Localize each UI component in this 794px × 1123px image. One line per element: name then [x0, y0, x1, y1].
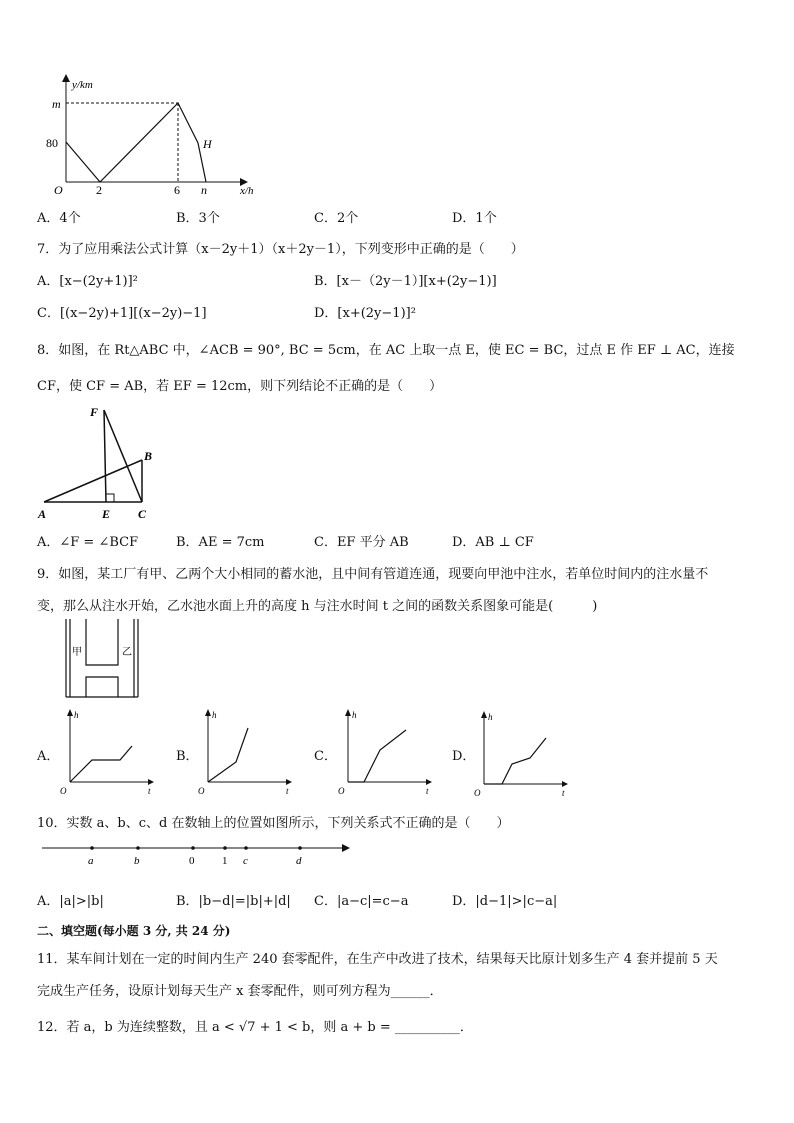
tank-left-label: 甲 — [72, 647, 82, 658]
q9-graph-a[interactable] — [58, 706, 158, 798]
q11-line2: 完成生产任务，设原计划每天生产 x 套零配件，则可列方程为______． — [37, 984, 443, 999]
q9-stem-line1: 9．如图，某工厂有甲、乙两个大小相同的蓄水池，且中间有管道连通，现要向甲池中注水，若单位时间内的注水量不 — [37, 567, 709, 582]
axis-t: t — [148, 786, 151, 796]
h-label: H — [203, 137, 212, 151]
q6-option-a[interactable]: A．4个 — [37, 211, 81, 226]
label-c: C — [138, 507, 147, 521]
q9-option-b[interactable]: B． — [176, 749, 199, 764]
q6-option-d[interactable]: D．1个 — [452, 211, 497, 226]
axis-h: h — [74, 710, 79, 720]
axis-h: h — [212, 710, 217, 720]
section-2-heading: 二、填空题(每小题 3 分, 共 24 分) — [37, 924, 231, 938]
q9-option-d[interactable]: D． — [452, 749, 476, 764]
q6-graph — [40, 70, 270, 200]
tank-right-label: 乙 — [122, 647, 132, 658]
q9-graph-b[interactable] — [196, 706, 296, 798]
q8-option-d[interactable]: D．AB ⊥ CF — [452, 535, 534, 550]
q8-option-b[interactable]: B．AE = 7cm — [176, 535, 265, 550]
label-b: B — [144, 449, 153, 463]
q10-option-a[interactable]: A．|a|>|b| — [37, 894, 104, 909]
q7-option-b[interactable]: B．[x－（2y－1）][x+(2y−1)] — [314, 274, 497, 289]
q7-option-c[interactable]: C．[(x−2y)+1][(x−2y)−1] — [37, 306, 207, 321]
axis-h: h — [352, 710, 357, 720]
q7-option-a[interactable]: A．[x−(2y+1)]² — [37, 274, 138, 289]
q8-option-a[interactable]: A．∠F = ∠BCF — [37, 535, 139, 550]
label-0: 0 — [189, 855, 195, 867]
n-label: n — [201, 183, 207, 197]
origin: O — [198, 786, 205, 796]
axis-t: t — [286, 786, 289, 796]
label-e: E — [102, 507, 111, 521]
q9-option-c[interactable]: C． — [314, 749, 337, 764]
q6-option-b[interactable]: B．3个 — [176, 211, 220, 226]
y80-label: 80 — [46, 136, 58, 150]
q8-stem-line2: CF，使 CF = AB，若 EF = 12cm，则下列结论不正确的是（ ） — [37, 379, 443, 394]
q12-text: 12．若 a，b 为连续整数，且 a < √7 + 1 < b，则 a + b = __________． — [37, 1020, 473, 1035]
x2-label: 2 — [96, 183, 102, 197]
origin: O — [338, 786, 345, 796]
q8-option-c[interactable]: C．EF 平分 AB — [314, 535, 409, 550]
x6-label: 6 — [174, 183, 180, 197]
axis-t: t — [426, 786, 429, 796]
label-a: A — [38, 507, 47, 521]
q9-graph-c[interactable] — [336, 706, 436, 798]
q9-option-a[interactable]: A． — [37, 749, 60, 764]
q9-stem-line2: 变，那么从注水开始，乙水池水面上升的高度 h 与注水时间 t 之间的函数关系图象可能是( ) — [37, 599, 598, 614]
label-c: c — [243, 855, 248, 867]
x-axis-label: x/h — [240, 185, 254, 197]
q9-graph-d[interactable] — [472, 708, 572, 800]
q10-number-line — [38, 838, 358, 870]
label-f: F — [90, 405, 99, 419]
origin: O — [60, 786, 67, 796]
q7-option-d[interactable]: D．[x+(2y−1)]² — [314, 306, 416, 321]
q9-tanks-figure — [60, 615, 150, 700]
q8-triangle-figure — [34, 398, 164, 526]
q11-line1: 11．某车间计划在一定的时间内生产 240 套零配件，在生产中改进了技术，结果每天比原计划多生产 4 套并提前 5 天 — [37, 952, 718, 967]
m-label: m — [52, 97, 61, 111]
origin-label: O — [54, 183, 63, 197]
label-a: a — [88, 855, 94, 867]
q10-option-c[interactable]: C．|a−c|=c−a — [314, 894, 409, 909]
q7-stem: 7．为了应用乘法公式计算（x－2y＋1）（x＋2y－1），下列变形中正确的是（ ） — [37, 242, 524, 257]
origin: O — [474, 788, 481, 798]
q6-option-c[interactable]: C．2个 — [314, 211, 359, 226]
q10-option-b[interactable]: B．|b−d|=|b|+|d| — [176, 894, 291, 909]
y-axis-label: y/km — [72, 79, 93, 91]
q8-stem-line1: 8．如图，在 Rt△ABC 中，∠ACB = 90°, BC = 5cm，在 AC 上取一点 E，使 EC = BC，过点 E 作 EF ⊥ AC，连接 — [37, 343, 735, 358]
label-d: d — [296, 855, 302, 867]
label-b: b — [134, 855, 140, 867]
axis-t: t — [562, 788, 565, 798]
label-1: 1 — [222, 855, 228, 867]
q10-stem: 10．实数 a、b、c、d 在数轴上的位置如图所示，下列关系式不正确的是（ ） — [37, 816, 510, 831]
q10-option-d[interactable]: D．|d−1|>|c−a| — [452, 894, 558, 909]
axis-h: h — [488, 712, 493, 722]
